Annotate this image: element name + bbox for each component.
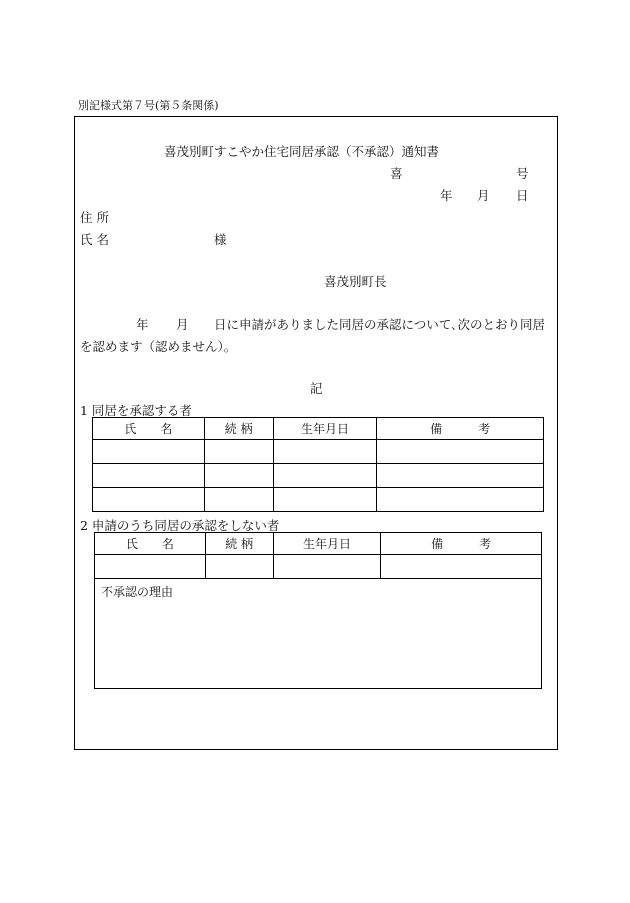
header-name: 氏 名 [95, 533, 206, 555]
cell-name[interactable] [93, 464, 205, 488]
header-remarks: 備 考 [377, 418, 544, 440]
header-name: 氏 名 [93, 418, 205, 440]
cell-relationship[interactable] [204, 488, 273, 512]
table-row [93, 464, 544, 488]
honorific: 様 [214, 232, 227, 247]
cell-relationship[interactable] [205, 555, 273, 579]
header-remarks: 備 考 [381, 533, 542, 555]
cell-birthdate[interactable] [273, 464, 377, 488]
table-row [93, 440, 544, 464]
cell-relationship[interactable] [204, 440, 273, 464]
header-relationship: 続 柄 [204, 418, 273, 440]
cell-birthdate[interactable] [273, 440, 377, 464]
cell-name[interactable] [95, 555, 206, 579]
body-year: 年 [136, 317, 149, 332]
approved-persons-table [92, 417, 544, 512]
name-label: 氏 名 [80, 232, 109, 247]
reason-box[interactable] [94, 577, 542, 689]
date-year: 年 [440, 188, 453, 203]
reason-label: 不承認の理由 [101, 585, 174, 599]
cell-relationship[interactable] [204, 464, 273, 488]
doc-number-suffix: 号 [516, 166, 529, 181]
date-month: 月 [477, 188, 490, 203]
document-title: 喜茂別町すこやか住宅同居承認（不承認）通知書 [164, 144, 440, 159]
section1-title: 1 同居を承認する者 [80, 403, 192, 418]
cell-name[interactable] [93, 488, 205, 512]
header-birthdate: 生年月日 [273, 533, 381, 555]
cell-remarks[interactable] [377, 464, 544, 488]
table-header-row [93, 418, 544, 440]
date-day: 日 [516, 188, 529, 203]
header-birthdate: 生年月日 [273, 418, 377, 440]
ki-heading: 記 [310, 381, 323, 396]
header-relationship: 続 柄 [205, 533, 273, 555]
cell-remarks[interactable] [381, 555, 542, 579]
issuer: 喜茂別町長 [324, 274, 387, 289]
doc-number-prefix: 喜 [390, 166, 403, 181]
form-reference: 別記様式第７号(第５条関係) [78, 99, 219, 112]
not-approved-persons-table [94, 532, 542, 579]
table-row [93, 488, 544, 512]
address-label: 住 所 [80, 210, 109, 225]
body-line-1: 日に申請がありました同居の承認について､次のとおり同居 [214, 317, 546, 332]
cell-remarks[interactable] [377, 488, 544, 512]
cell-remarks[interactable] [377, 440, 544, 464]
cell-name[interactable] [93, 440, 205, 464]
body-line-2: を認めます（認めません）。 [80, 339, 237, 354]
table-row [95, 555, 542, 579]
section2-title: 2 申請のうち同居の承認をしない者 [80, 518, 280, 533]
cell-birthdate[interactable] [273, 488, 377, 512]
cell-birthdate[interactable] [273, 555, 381, 579]
body-month: 月 [176, 317, 189, 332]
table-header-row [95, 533, 542, 555]
